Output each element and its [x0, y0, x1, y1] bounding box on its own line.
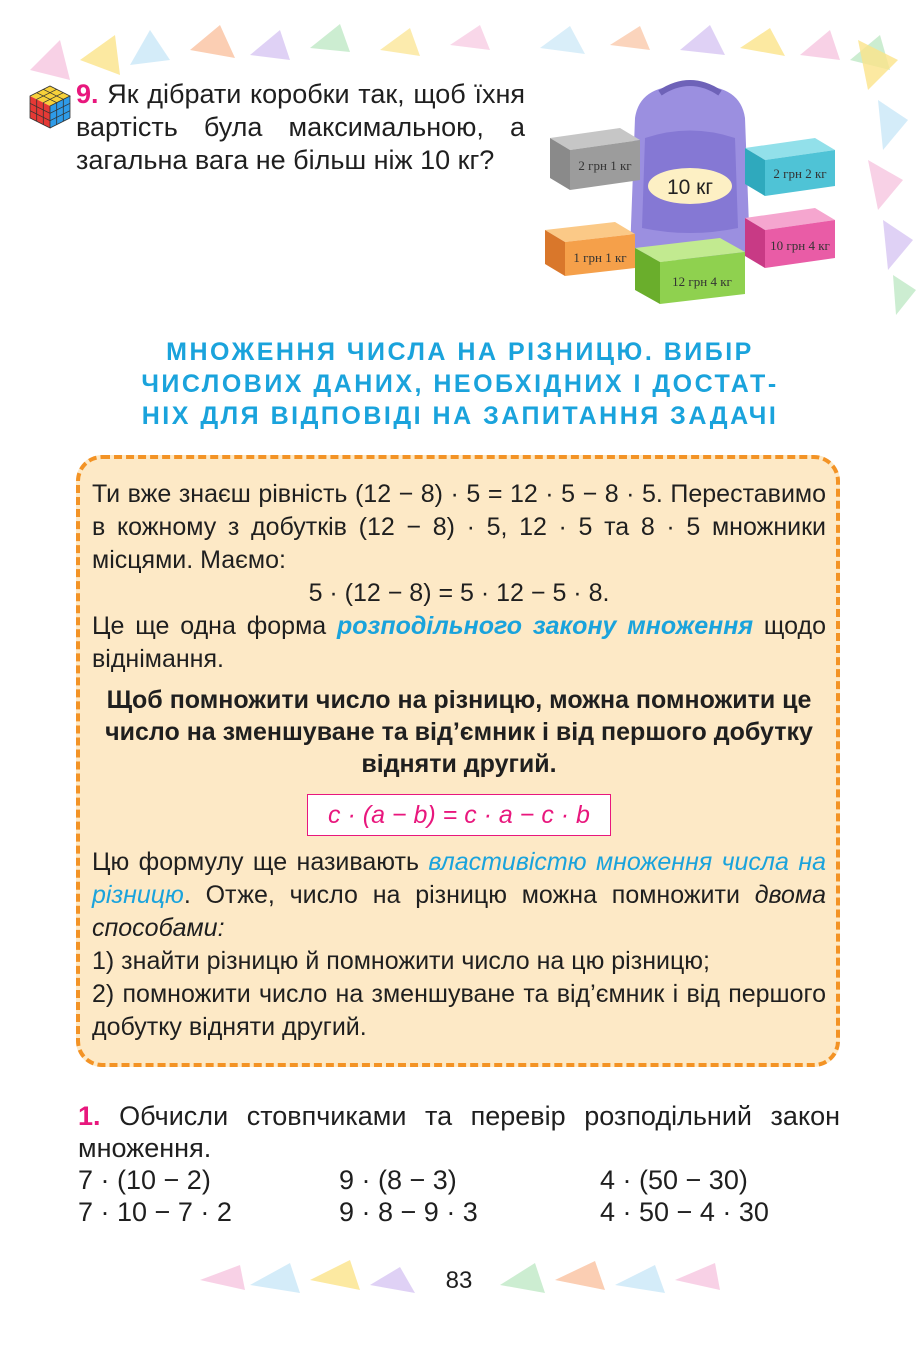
expression-grid [78, 1164, 840, 1228]
rule-paragraph-3 [92, 846, 826, 945]
task-number: 9. [76, 79, 99, 109]
expression: 4 · 50 − 4 · 30 [600, 1197, 769, 1227]
box-green [635, 238, 745, 304]
task-1-number: 1. [78, 1101, 101, 1131]
rule-content [92, 478, 826, 1044]
rule-item-2: 2) помножити число на зменшуване та від’ємник і від першого добутку відняти другий. [92, 980, 826, 1041]
rubiks-cube-icon [26, 82, 74, 130]
rule-p2-text: Це ще одна форма [92, 612, 338, 640]
task-9 [20, 78, 525, 177]
rule-paragraph-2 [92, 610, 826, 676]
rule-p3-em: двома способами: [92, 881, 826, 942]
rule-formula: c · (a − b) = c · a − c · b [307, 794, 611, 836]
heading-line-2: ЧИСЛОВИХ ДАНИХ, НЕОБХІДНИХ І ДОСТАТ- [141, 370, 779, 398]
rule-paragraph-1: Ти вже знаєш рівність (12 − 8) · 5 = 12 · 5 − 8 · 5. Переставимо в кожному з добутків (12 − 8) · 5, 12 · 5 та 8 · 5 множники місцями. Маємо: [92, 480, 826, 574]
box-blue-label: 2 грн 2 кг [773, 166, 827, 181]
box-grey-label: 2 грн 1 кг [578, 158, 632, 173]
expression: 7 · (10 − 2) [78, 1165, 211, 1195]
term-distributive-law: розподільного закону множення [337, 612, 754, 640]
rule-p3-mid: . Отже, число на різницю можна помножити [183, 881, 755, 909]
task-1-statement [78, 1100, 840, 1164]
box-green-label: 12 грн 4 кг [672, 274, 732, 289]
expression: 4 · (50 − 30) [600, 1165, 748, 1195]
page-number: 83 [445, 1267, 473, 1294]
backpack-weight-badge [648, 168, 732, 204]
box-orange [545, 222, 635, 276]
rule-item-1: 1) знайти різницю й помножити число на цю різницю; [92, 947, 710, 975]
expression: 7 · 10 − 7 · 2 [78, 1197, 232, 1227]
expression: 9 · 8 − 9 · 3 [339, 1197, 478, 1227]
box-pink [745, 208, 835, 268]
term-property: властивістю множення числа на різницю [92, 848, 826, 909]
box-grey [550, 128, 640, 190]
task-1 [78, 1100, 840, 1228]
heading-line-3: НІХ ДЛЯ ВІДПОВІДІ НА ЗАПИТАННЯ ЗАДАЧІ [141, 402, 779, 430]
box-blue [745, 138, 835, 196]
task-1-text: Обчисли стовпчиками та перевір розподільний закон множення. [78, 1101, 840, 1163]
section-heading [60, 336, 860, 432]
rule-p2-tail: щодо віднімання. [92, 612, 827, 673]
box-pink-label: 10 грн 4 кг [770, 238, 830, 253]
task-text: Як дібрати коробки так, щоб їхня вартість була максимальною, а загальна вага не більш ніж 10 кг? [76, 79, 525, 175]
rule-statement: Щоб помножити число на різницю, можна помножити це число на зменшуване та від’ємник і від першого добутку відняти другий. [105, 686, 813, 778]
rule-equation: 5 · (12 − 8) = 5 · 12 − 5 · 8. [308, 579, 610, 607]
expression: 9 · (8 − 3) [339, 1165, 457, 1195]
box-orange-label: 1 грн 1 кг [573, 250, 627, 265]
backpack-boxes-illustration [540, 78, 840, 308]
rule-p3-text: Цю формулу ще називають [92, 848, 429, 876]
backpack-weight-label: 10 кг [666, 176, 714, 199]
heading-line-1: МНОЖЕННЯ ЧИСЛА НА РІЗНИЦЮ. ВИБІР [166, 338, 754, 366]
